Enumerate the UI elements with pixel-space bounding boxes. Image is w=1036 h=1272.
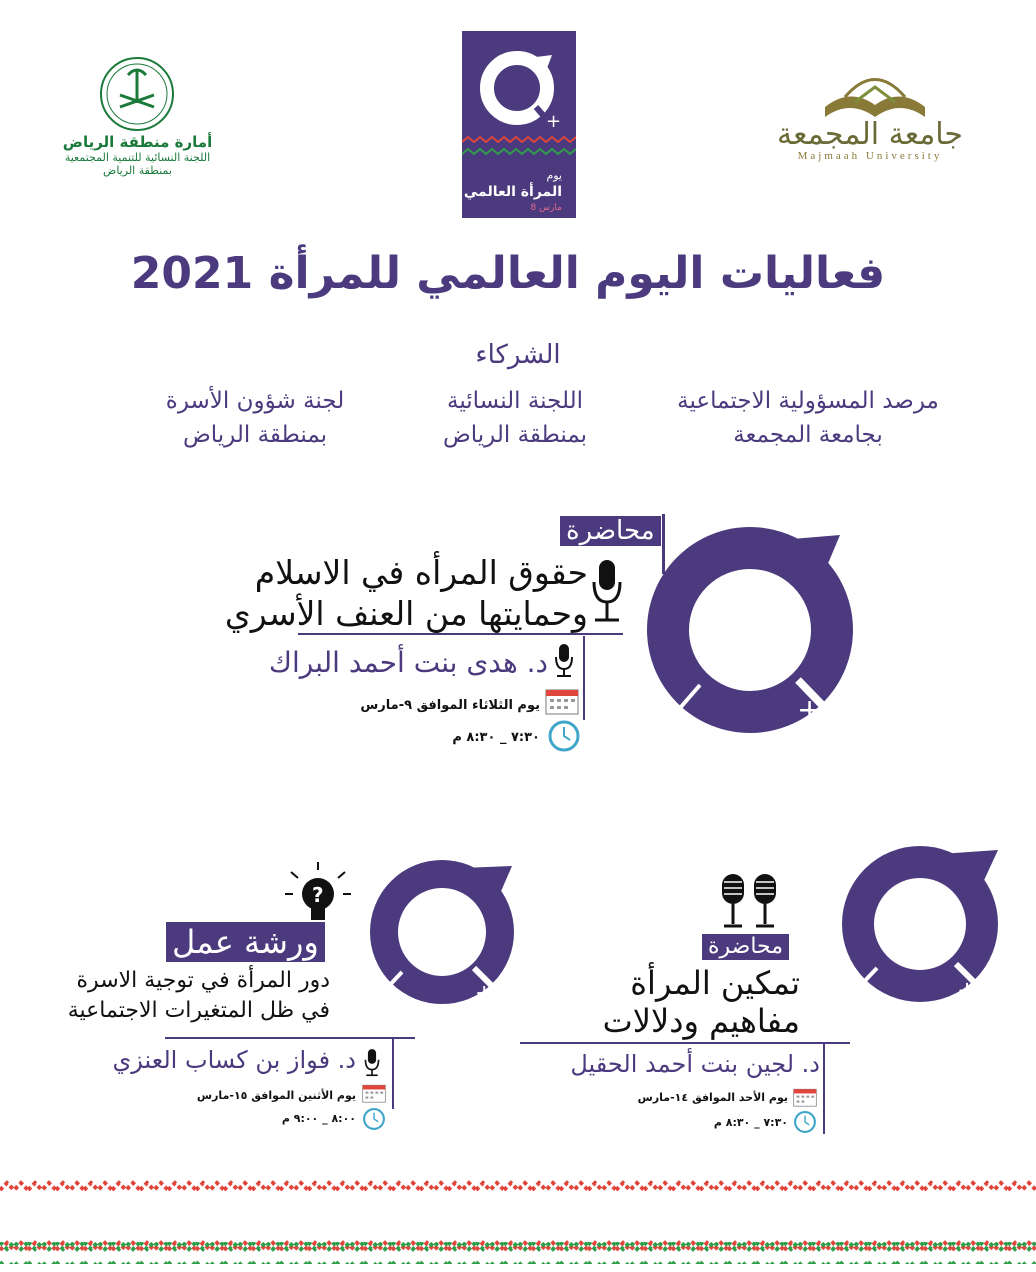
event-3-speaker: د. فواز بن كساب العنزي	[112, 1046, 356, 1074]
clock-icon	[547, 719, 581, 753]
partner-3: لجنة شؤون الأسرة بمنطقة الرياض	[165, 388, 345, 448]
partner-2: اللجنة النسائية بمنطقة الرياض	[442, 388, 588, 448]
partners-heading: الشركاء	[475, 340, 561, 370]
event-2-title: تمكين المرأة مفاهيم ودلالات	[602, 964, 800, 1040]
divider	[392, 1039, 394, 1109]
event-3-type-tag: ورشة عمل	[166, 922, 325, 962]
university-name-english: Majmaah University	[797, 150, 943, 162]
partner-1: مرصد المسؤولية الاجتماعية بجامعة المجمعة	[677, 388, 939, 448]
badge-date: 8 مارس	[530, 203, 562, 213]
womens-day-badge	[462, 31, 576, 218]
female-symbol-icon	[832, 840, 1012, 1005]
lightbulb-question-icon	[283, 860, 353, 930]
emirate-name: أمارة منطقة الرياض	[62, 133, 213, 151]
clock-icon	[793, 1110, 817, 1134]
badge-line-2: المرأة العالمي	[463, 184, 562, 200]
decorative-border	[0, 1176, 1036, 1272]
badge-line-1: يوم	[546, 169, 562, 182]
event-1-speaker: د. هدى بنت أحمد البراك	[268, 646, 548, 679]
female-symbol-icon	[362, 860, 527, 1010]
page-title: فعاليات اليوم العالمي للمرأة 2021	[130, 248, 886, 299]
emblem-icon	[98, 55, 176, 133]
event-2-speaker: د. لجين بنت أحمد الحقيل	[570, 1050, 820, 1078]
university-logo	[770, 62, 970, 182]
svg-text:+: +	[797, 693, 823, 728]
event-1-time: ٧:٣٠ _ ٨:٣٠ م	[452, 730, 540, 745]
event-3-title: دور المرأة في توجية الاسرة في ظل المتغيرات الاجتماعية	[67, 968, 330, 1023]
event-1-title: حقوق المرأه في الاسلام وحمايتها من العنف الأسري	[224, 553, 588, 633]
divider	[583, 636, 585, 720]
female-symbol-large-icon	[640, 520, 870, 740]
divider	[298, 633, 623, 635]
microphone-icon	[589, 558, 625, 626]
book-icon	[815, 67, 935, 127]
emirate-region: بمنطقة الرياض	[103, 164, 172, 177]
event-2-time: ٧:٣٠ _ ٨:٣٠ م	[713, 1116, 788, 1129]
calendar-icon	[545, 687, 579, 715]
microphones-icon	[718, 872, 780, 934]
zigzag-icon	[462, 134, 576, 164]
svg-text:?: ?	[312, 883, 324, 907]
microphone-small-icon	[363, 1048, 381, 1078]
microphone-small-icon	[553, 643, 575, 679]
calendar-icon	[793, 1087, 817, 1107]
divider	[165, 1037, 415, 1039]
event-3-date: يوم الأثنين الموافق ١٥-مارس	[196, 1089, 356, 1102]
event-3-time: ٨:٠٠ _ ٩:٠٠ م	[281, 1112, 356, 1125]
event-1-date: يوم الثلاثاء الموافق ٩-مارس	[360, 698, 540, 713]
svg-text:+: +	[957, 976, 978, 1004]
divider	[662, 514, 665, 574]
svg-text:+: +	[475, 981, 494, 1006]
clock-icon	[362, 1107, 386, 1131]
event-1-type-tag: محاضرة	[560, 516, 661, 546]
divider	[520, 1042, 850, 1044]
female-symbol-icon	[474, 43, 564, 133]
emirate-committee: اللجنة النسائية للتنمية المجتمعية	[64, 151, 211, 164]
svg-text:+: +	[546, 111, 562, 132]
event-2-date: يوم الأحد الموافق ١٤-مارس	[637, 1091, 788, 1104]
calendar-icon	[362, 1083, 386, 1103]
divider	[823, 1044, 825, 1134]
riyadh-emirate-logo	[50, 55, 225, 185]
event-2-type-tag: محاضرة	[702, 934, 789, 960]
university-name-arabic: جامعة المجمعة	[777, 117, 963, 152]
